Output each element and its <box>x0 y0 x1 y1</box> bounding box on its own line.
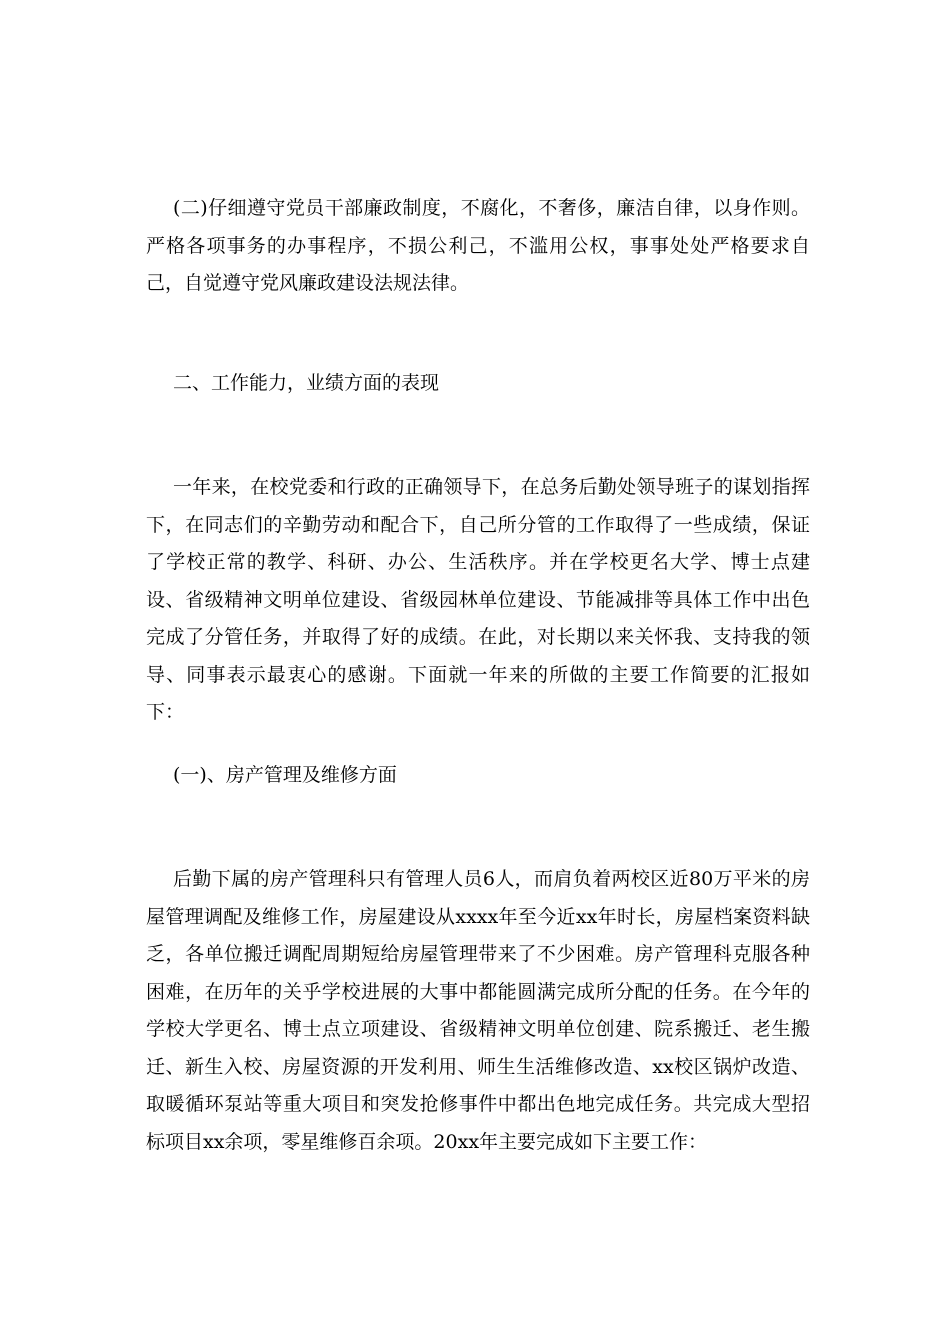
section-heading-ability: 二、工作能力，业绩方面的表现 <box>173 372 440 394</box>
paragraph-property: 后勤下属的房产管理科只有管理人员6人，而肩负着两校区近80万平米的房屋管理调配及维修工作，房屋建设从xxxx年至今近xx年时长，房屋档案资料缺乏，各单位搬迁调配周期短给房屋管理带来了不少困难。房产管理科克服各种困难，在历年的关乎学校进展的大事中都能圆满完成所分配的任务。在今年的学校大学更名、博士点立项建设、省级精神文明单位创建、院系搬迁、老生搬迁、新生入校、房屋资源的开发利用、师生生活维修改造、xx校区锅炉改造、取暖循环泵站等重大项目和突发抢修事件中都出色地完成任务。共完成大型招标项目xx余项，零星维修百余项。20xx年主要完成如下主要工作： <box>146 868 810 1153</box>
paragraph-overview: 一年来，在校党委和行政的正确领导下，在总务后勤处领导班子的谋划指挥下，在同志们的辛勤劳动和配合下，自己所分管的工作取得了一些成绩，保证了学校正常的教学、科研、办公、生活秩序。并在学校更名大学、博士点建设、省级精神文明单位建设、省级园林单位建设、节能减排等具体工作中出色完成了分管任务，并取得了好的成绩。在此，对长期以来关怀我、支持我的领导、同事表示最衷心的感谢。下面就一年来的所做的主要工作简要的汇报如下： <box>146 476 810 723</box>
subsection-heading-property: (一)、房产管理及维修方面 <box>173 764 397 786</box>
paragraph-integrity: (二)仔细遵守党员干部廉政制度，不腐化，不奢侈，廉洁自律，以身作则。严格各项事务的办事程序，不损公利己，不滥用公权，事事处处严格要求自己，自觉遵守党风廉政建设法规法律。 <box>146 197 810 294</box>
